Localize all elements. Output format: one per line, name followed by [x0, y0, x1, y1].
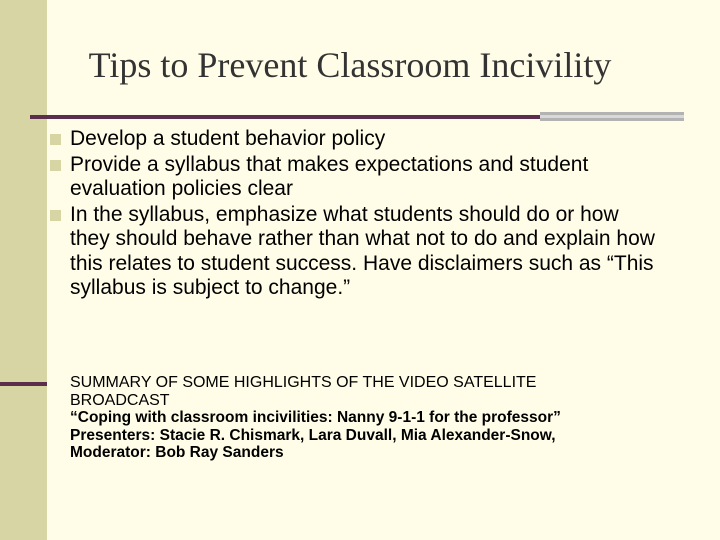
square-bullet-icon — [50, 160, 61, 171]
square-bullet-icon — [50, 210, 61, 221]
summary-rule — [0, 382, 47, 386]
summary-block — [70, 374, 630, 462]
bullet-item — [46, 153, 656, 202]
title-rule — [30, 115, 540, 119]
title-rule-grey-inner — [540, 115, 684, 118]
bullet-item — [46, 127, 656, 152]
summary-heading: SUMMARY OF SOME HIGHLIGHTS OF THE VIDEO SATELLITE — [70, 374, 537, 391]
moderator: Moderator: Bob Ray Sanders — [70, 444, 284, 461]
bullet-text: Develop a student behavior policy — [70, 127, 386, 150]
bullet-text: Provide a syllabus that makes expectations and student evaluation policies clear — [70, 152, 589, 200]
left-accent-bar — [0, 0, 47, 540]
presenters: Presenters: Stacie R. Chismark, Lara Duvall, Mia Alexander-Snow, — [70, 426, 556, 444]
broadcast-title: “Coping with classroom incivilities: Nanny 9-1-1 for the professor” — [70, 409, 561, 426]
bullet-list — [46, 127, 656, 302]
bullet-item — [46, 203, 656, 301]
square-bullet-icon — [50, 134, 61, 145]
summary-heading-continued: BROADCAST — [70, 391, 170, 409]
slide-title: Tips to Prevent Classroom Incivility — [88, 45, 612, 85]
bullet-text: In the syllabus, emphasize what students should do or how they should behave rather than what not to do and explain how this relates to student success. Have disclaimers such as “This syllabus is subject to change.” — [70, 202, 655, 299]
